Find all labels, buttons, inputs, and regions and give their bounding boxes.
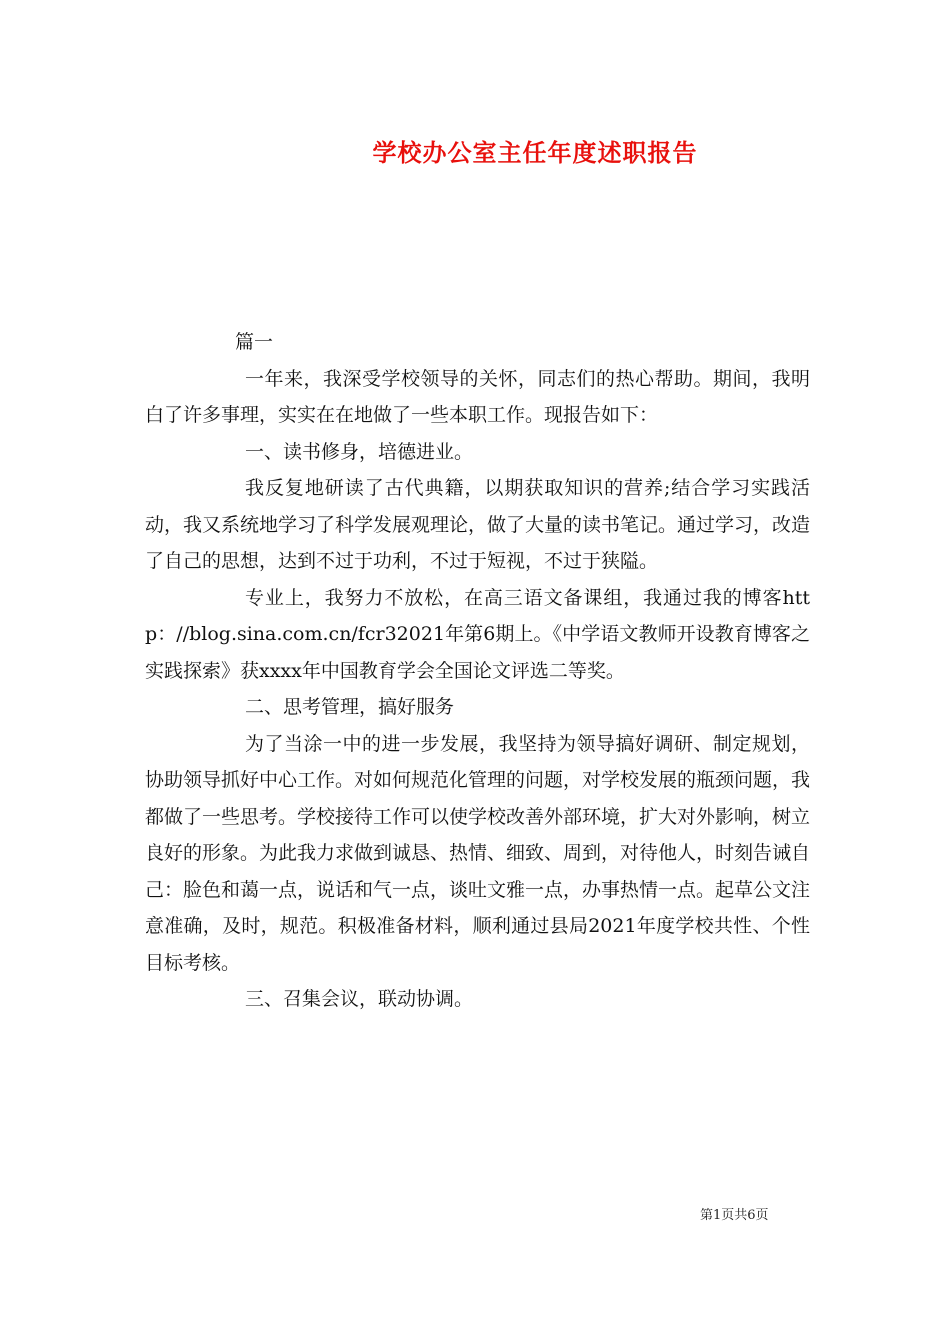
section-label: 篇一 xyxy=(235,331,274,353)
intro-paragraph: 一年来，我深受学校领导的关怀，同志们的热心帮助。期间，我明白了许多事理，实实在在地做了一些本职工作。现报告如下： xyxy=(145,367,810,426)
heading-one: 一、读书修身，培德进业。 xyxy=(245,440,474,463)
reading-paragraph: 我反复地研读了古代典籍，以期获取知识的营养;结合学习实践活动，我又系统地学习了科学发展观理论，做了大量的读书笔记。通过学习，改造了自己的思想，达到不过于功利，不过于短视，不过于狭隘。 xyxy=(145,477,811,572)
professional-paragraph: 专业上，我努力不放松，在高三语文备课组，我通过我的博客http：//blog.sina.com.cn/fcr32021年第6期上。《中学语文教师开设教育博客之实践探索》获xxxx年中国教育学会全国论文评选二等奖。 xyxy=(145,586,810,682)
page-number: 第1页共6页 xyxy=(700,1208,769,1223)
document-title: 学校办公室主任年度述职报告 xyxy=(372,138,698,167)
document-body xyxy=(145,324,810,1018)
heading-three: 三、召集会议，联动协调。 xyxy=(245,988,474,1010)
heading-two: 二、思考管理，搞好服务 xyxy=(245,696,455,718)
management-paragraph: 为了当涂一中的进一步发展，我坚持为领导搞好调研、制定规划，协助领导抓好中心工作。对如何规范化管理的问题，对学校发展的瓶颈问题，我都做了一些思考。学校接待工作可以使学校改善外部环境，扩大对外影响，树立良好的形象。为此我力求做到诚恳、热情、细致、周到，对待他人，时刻告诫自己：脸色和蔼一点，说话和气一点，谈吐文雅一点，办事热情一点。起草公文注意准确，及时，规范。积极准备材料，顺利通过县局2021年度学校共性、个性目标考核。 xyxy=(145,732,811,974)
